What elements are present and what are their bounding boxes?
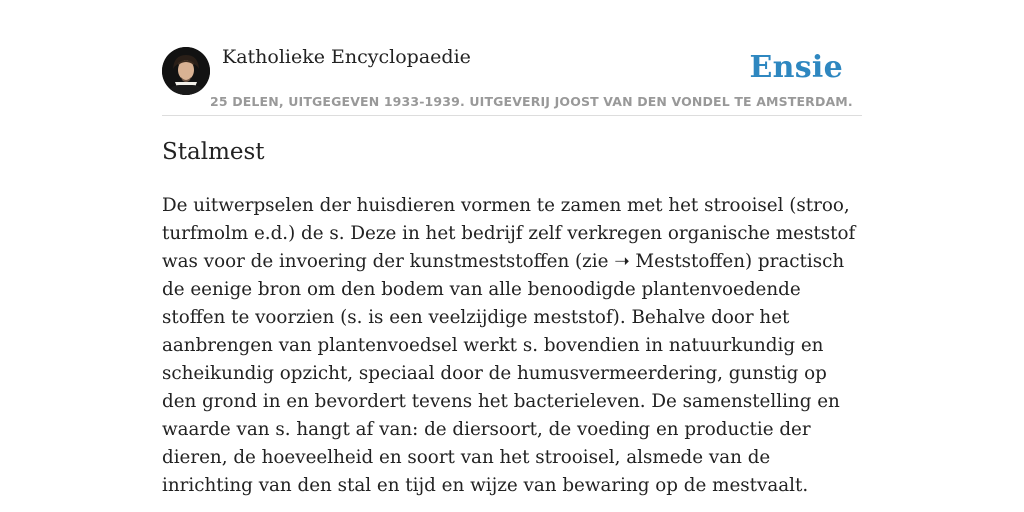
ensie-logo[interactable]: Ensie [749,50,843,85]
site-title[interactable]: Katholieke Encyclopaedie [222,46,471,68]
header [162,44,862,116]
portrait-svg [162,47,210,95]
portrait-avatar-icon[interactable] [162,47,210,95]
article-body: De uitwerpselen der huisdieren vormen te zamen met het strooisel (stroo, turfmolm e.d.) de s. Deze in het bedrijf zelf verkregen organische meststof was voor de invoering der kunstmeststoffen (zie ➝ Meststoffen) practisch de eenige bron om den bodem van alle benoodigde plantenvoedende stoffen te voorzien (s. is een veelzijdige meststof). Behalve door het aanbrengen van plantenvoedsel werkt s. bovendien in natuurkundig en scheikundig opzicht, speciaal door de humusvermeerdering, gunstig op den grond in en bevordert tevens het bacterieleven. De samenstelling en waarde van s. hangt af van: de diersoort, de voeding en productie der dieren, de hoeveelheid en soort van het strooisel, alsmede van de inrichting van den stal en tijd en wijze van bewaring op de mestvaalt. [162,195,856,496]
encyclopedia-subtitle: 25 DELEN, UITGEGEVEN 1933-1939. UITGEVERIJ JOOST VAN DEN VONDEL TE AMSTERDAM. [210,94,853,109]
article-title: Stalmest [162,139,265,165]
